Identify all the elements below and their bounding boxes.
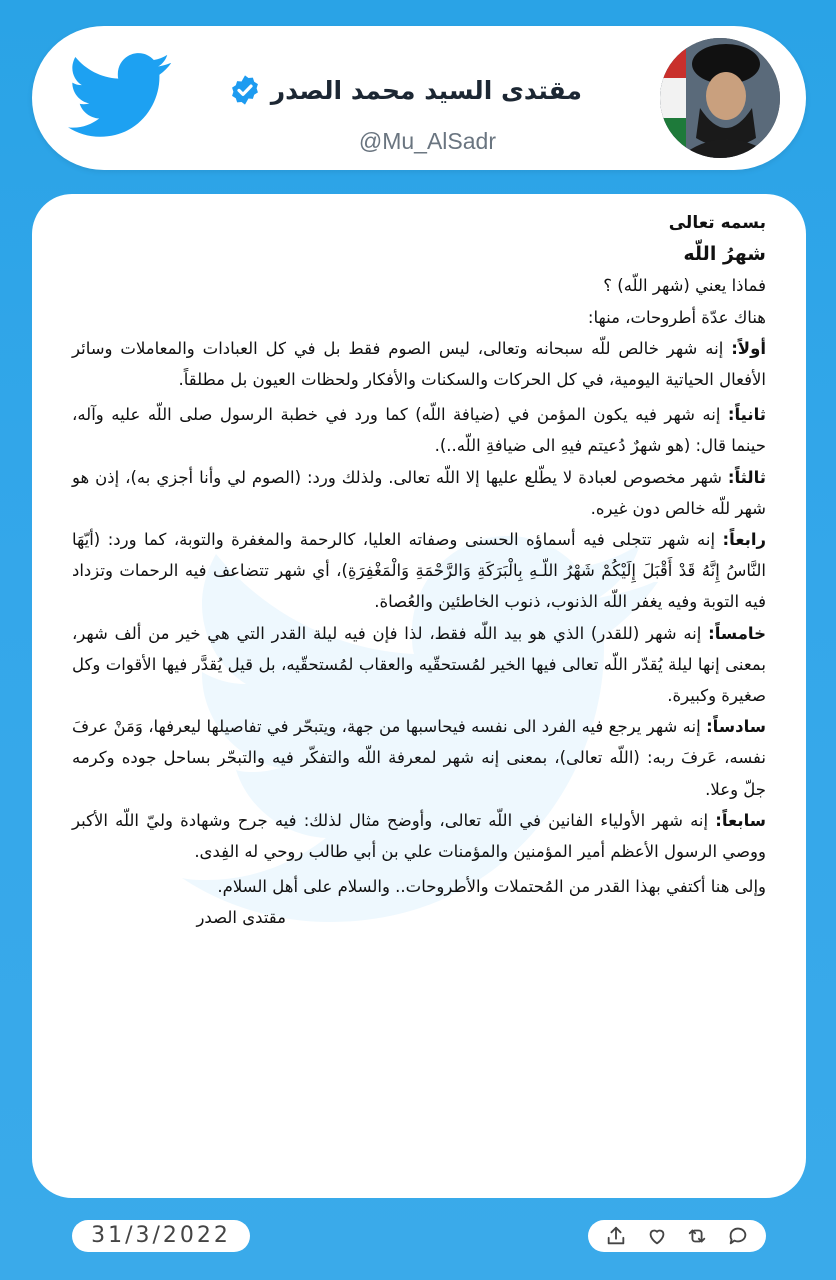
point-text: إنه شهر تتجلى فيه أسماؤه الحسنى وصفاته العليا، كالرحمة والمغفرة والتوبة، كما ورد: (أيّهَا النَّاسُ إِنَّهُ قَدْ أَقْبَلَ إِلَيْكُمْ شَهْرُ اللّـهِ بِالْبَرَكَةِ وَالرَّحْمَةِ وَالْمَغْفِرَةِ)، أي شهر تتضاعف فيه الرحمات وتزداد فيه التوبة وفيه يغفر اللّه الذنوب، ذنوب الخاطئين والعُصاة. <box>72 530 766 612</box>
verified-badge-icon <box>229 74 261 106</box>
point-label: ثالثاً: <box>727 467 766 487</box>
point-label: سادساً: <box>706 717 766 737</box>
point-7 <box>72 805 766 867</box>
point-5 <box>72 618 766 712</box>
profile-header-card <box>32 26 806 170</box>
avatar[interactable] <box>660 38 780 158</box>
reply-icon[interactable] <box>727 1225 749 1247</box>
signature: مقتدى الصدر <box>196 908 286 928</box>
point-text: إنه شهر يرجع فيه الفرد الى نفسه فيحاسبها من جهة، ويتبحّر في تفاصيلها ليعرفها، وَمَنْ عرفَ نفسه، عَرفَ ربه: (اللّه تعالى)، بمعنى إنه شهر لمعرفة اللّه والتفكّر فيه والتبحّر بساحل جوده وكرمه جلّ وعلا. <box>72 717 766 799</box>
point-text: إنه شهر فيه يكون المؤمن في (ضيافة اللّه) كما ورد في خطبة الرسول صلى اللّه عليه وآله، حينما قال: (هو شهرٌ دُعيتم فيهِ الى ضيافةِ اللّه..). <box>72 405 766 456</box>
display-name: مقتدى السيد محمد الصدر <box>270 75 582 105</box>
avatar-image <box>660 38 780 158</box>
point-label: أولاً: <box>731 338 766 358</box>
point-3 <box>72 462 766 524</box>
question-line: فماذا يعني (شهر اللّه) ؟ <box>603 276 766 296</box>
point-text: إنه شهر الأولياء الفانين في اللّه تعالى، وأوضح مثال لذلك: فيه جرح وشهادة وليّ اللّه الأكبر ووصي الرسول الأعظم أمير المؤمنين والمؤمنات علي بن أبي طالب روحي له الفِدى. <box>72 810 766 862</box>
share-icon[interactable] <box>605 1225 627 1247</box>
action-bar <box>588 1220 766 1252</box>
point-1 <box>72 333 766 395</box>
point-2 <box>72 399 766 461</box>
closing-line: وإلى هنا أكتفي بهذا القدر من المُحتملات والأطروحات.. والسلام على أهل السلام. <box>217 877 766 897</box>
post-title: شهرُ اللّه <box>683 243 766 266</box>
name-row <box>229 74 582 106</box>
point-label: ثانياً: <box>727 405 767 425</box>
post-date: 31/3/2022 <box>72 1220 250 1252</box>
point-label: خامساً: <box>708 623 766 643</box>
point-6 <box>72 711 766 805</box>
intro-line: هناك عدّة أطروحات، منها: <box>587 307 766 327</box>
point-text: إنه شهر (للقدر) الذي هو بيد اللّه فقط، لذا فإن فيه ليلة القدر التي هي خير من ألف شهر، بمعنى إنها ليلة يُقدّر اللّه تعالى فيها الخير لمُستحقّيه والعقاب لمُستحقّيه، بل قيل يُقدَّر فيها الأقوات وكل صغيرة وكبيرة. <box>72 623 766 706</box>
point-label: سابعاً: <box>715 810 766 830</box>
point-4 <box>72 524 766 618</box>
point-text: إنه شهر خالص للّه سبحانه وتعالى، ليس الصوم فقط بل في كل العبادات والمعاملات وسائر الأفعال الحياتية اليومية، في كل الحركات والسكنات والأفكار ولحظات العيون بل مطلقاً. <box>72 338 766 390</box>
retweet-icon[interactable] <box>686 1225 708 1247</box>
like-icon[interactable] <box>646 1225 668 1247</box>
post-body <box>72 208 766 934</box>
point-label: رابعاً: <box>722 530 766 550</box>
basmala: بسمه تعالى <box>668 213 766 233</box>
post-card <box>32 194 806 1198</box>
point-text: شهر مخصوص لعبادة لا يطّلع عليها إلا اللّه تعالى. ولذلك ورد: (الصوم لي وأنا أجزي به)، إذن هو شهر للّه خالص دون غيره. <box>72 467 766 518</box>
twitter-bird-icon <box>68 50 172 142</box>
user-handle[interactable]: @Mu_AlSadr <box>358 128 496 154</box>
